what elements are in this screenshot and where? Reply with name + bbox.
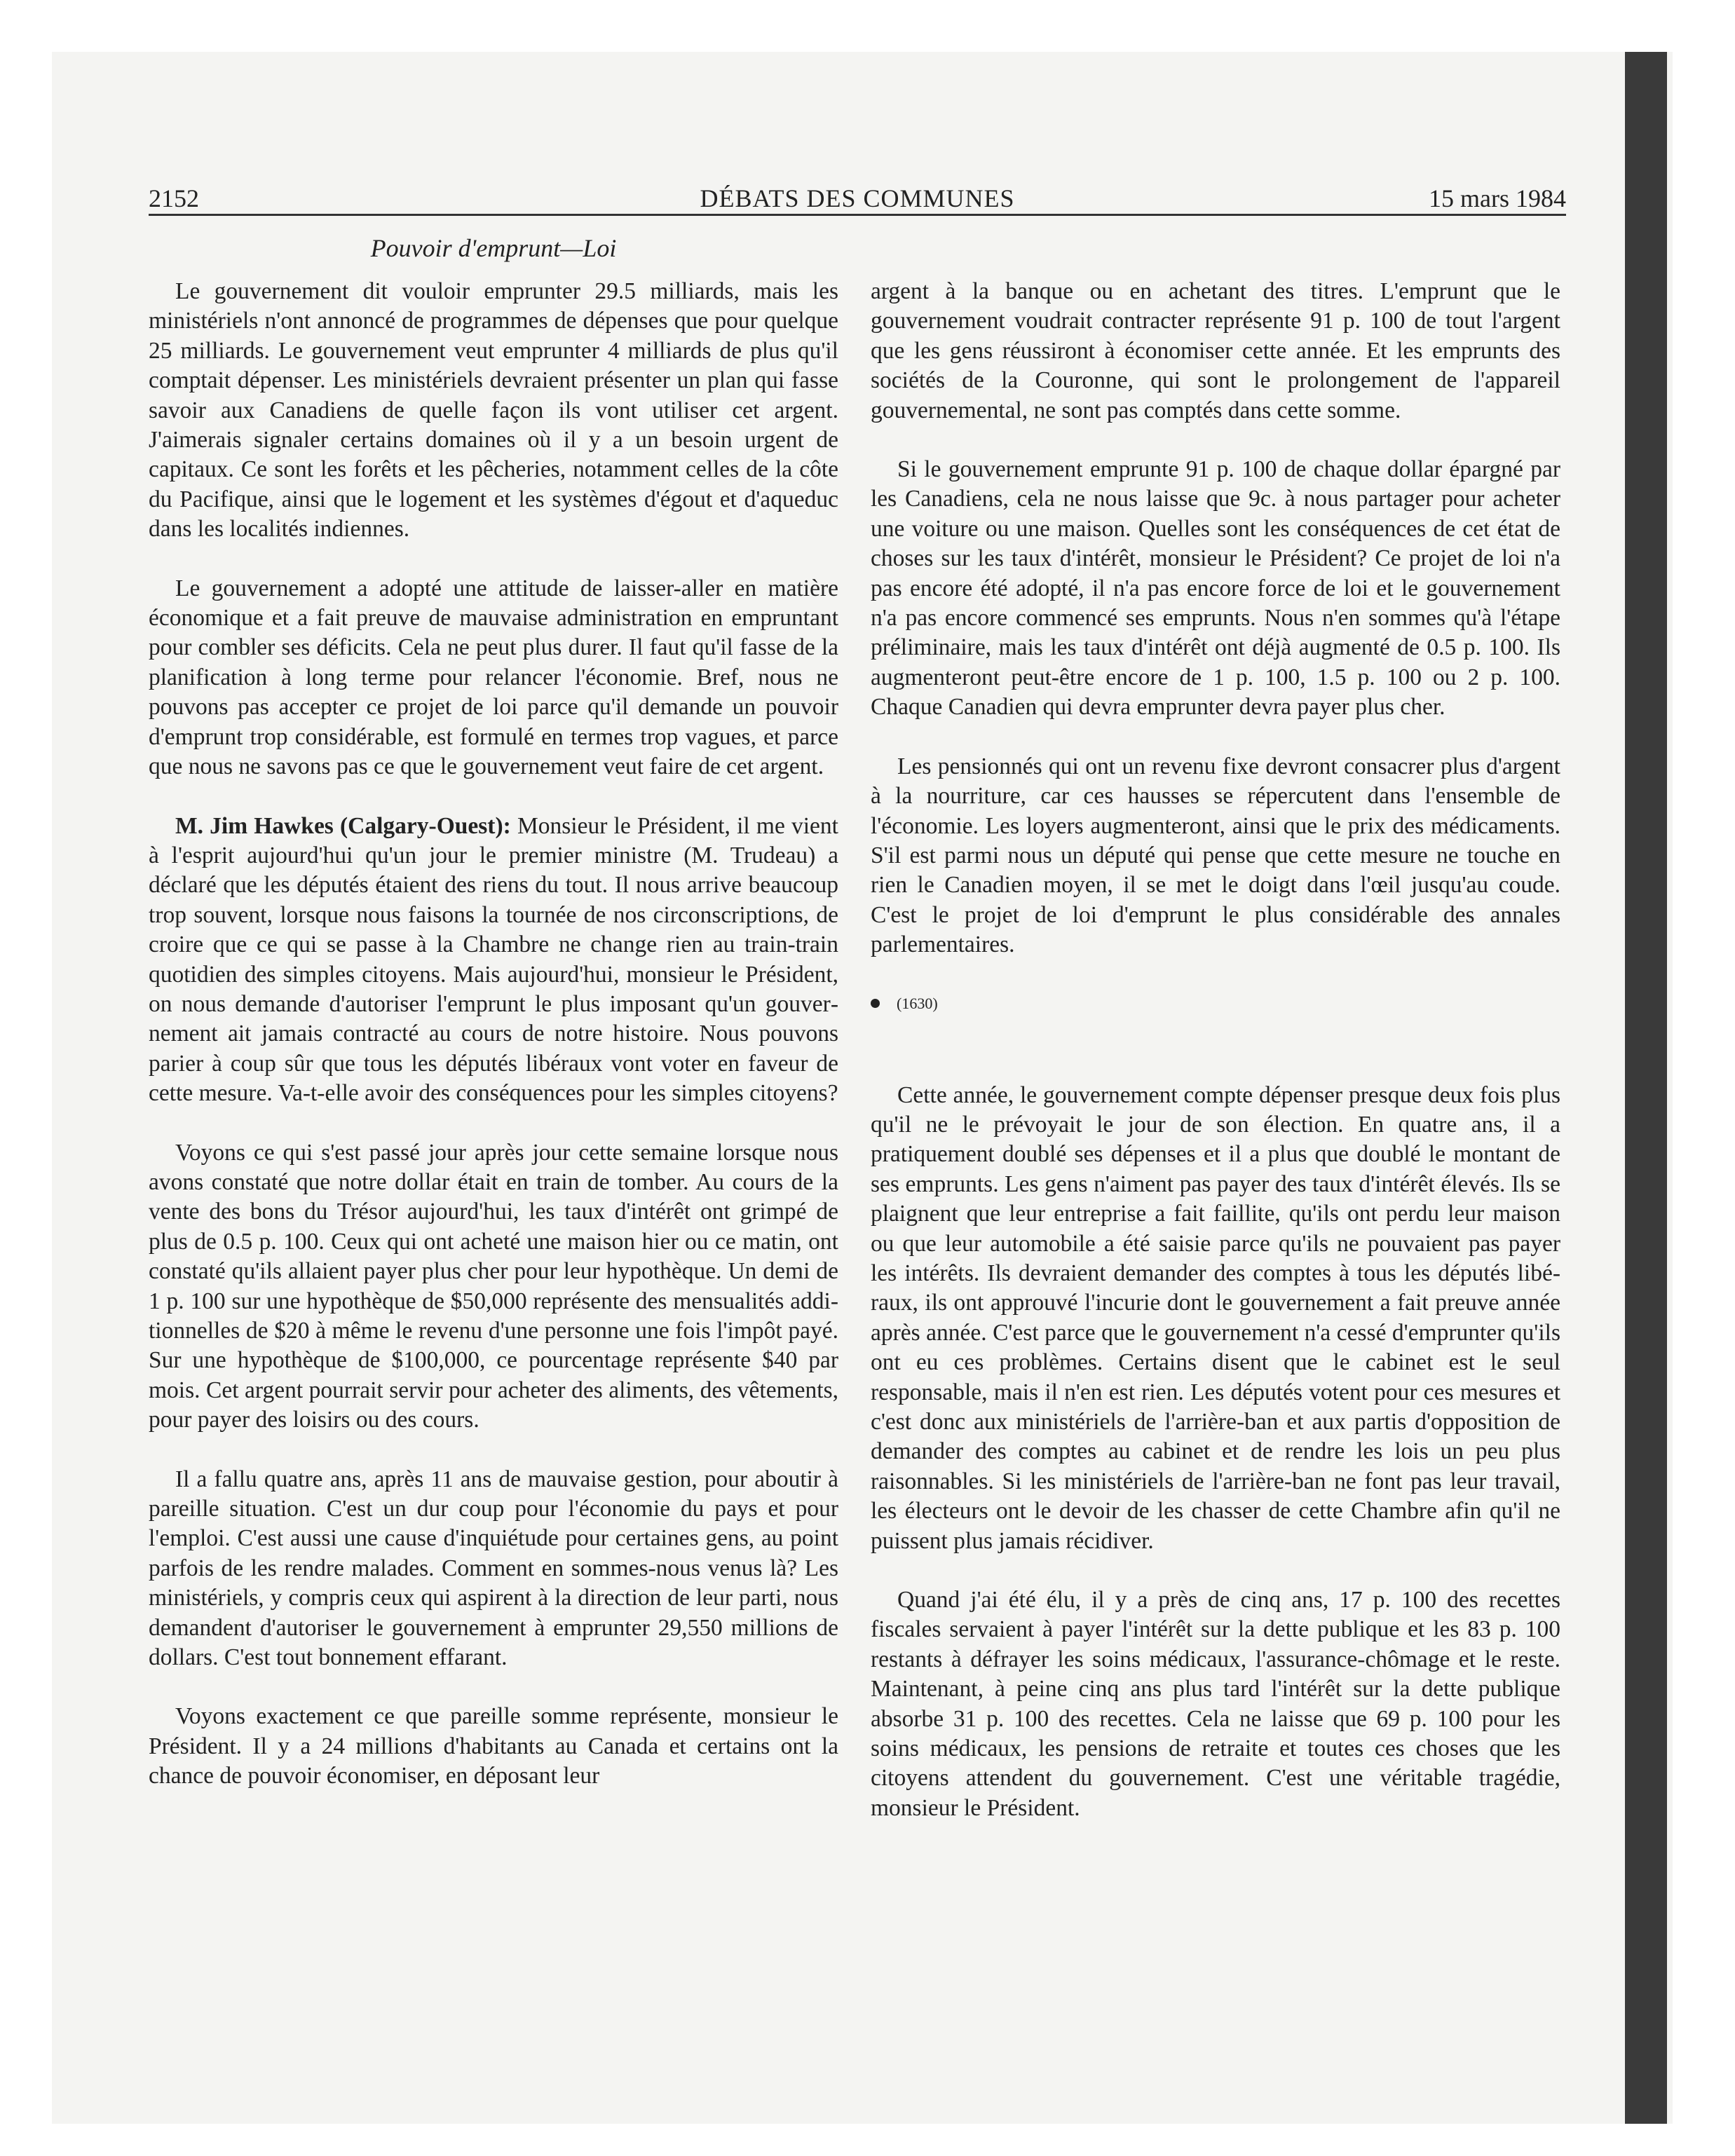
bullet-icon xyxy=(871,999,880,1008)
header-rule xyxy=(149,214,1566,216)
paragraph-continued: argent à la banque ou en achetant des titres. L'emprunt que le gouvernement voudrait contracter représente 91 p. 100 de tout l'argent que les gens réussiront à économiser cette année. Et les emprunts des sociétés de la Couronne, qui sont le prolongement de l'appareil gouvernemental, ne sont pas comptés dans cette somme. xyxy=(871,278,1560,423)
left-column xyxy=(149,277,838,1821)
time-marker xyxy=(871,990,1560,1018)
paragraph: Les pensionnés qui ont un revenu fixe devront consacrer plus d'argent à la nourriture, car ces hausses se répercutent dans l'ensemble de l'économie. Les loyers augmenteront, ainsi que le prix des médicaments. S'il est parmi nous un député qui pense que cette mesure ne touche en rien le Canadien moyen, il se met le doigt dans l'œil jusqu'au coude. C'est le projet de loi d'emprunt le plus considérable des annales parlementaires. xyxy=(871,753,1560,958)
speech-text: Monsieur le Président, il me vient à l'esprit aujourd'hui qu'un jour le premier ministre (M. Trudeau) a déclaré que les députés étaient des riens du tout. Il nous arrive beaucoup trop souvent, lorsque nous faisons la tournée de nos circonscriptions, de croire que ce qui se passe à la Chambre ne change rien au train-train quotidien des simples citoyens. Mais aujourd'hui, monsieur le Président, on nous demande d'autoriser l'emprunt le plus imposant qu'un gouvernement ait jamais contracté au cours de notre histoire. Nous pouvons parier à coup sûr que tous les députés libéraux vont voter en faveur de cette mesure. Va-t-elle avoir des conséquences pour les simples citoyens? xyxy=(149,812,838,1107)
time-marker-label: (1630) xyxy=(897,994,938,1012)
paragraph: Le gouvernement dit vouloir emprunter 29.5 milliards, mais les ministériels n'ont annoncé de programmes de dépenses que pour quelque 25 milliards. Le gouvernement veut emprunter 4 milliards de plus qu'il comptait dépenser. Les ministériels devraient présenter un plan qui fasse savoir aux Canadiens de quelle façon ils vont utiliser cet argent. J'aimerais signaler certains domaines où il y a un besoin urgent de capitaux. Ce sont les forêts et les pêcheries, notamment celles de la côte du Pacifique, ainsi que le logement et les systèmes d'égout et d'aqueduc dans les localités indiennes. xyxy=(149,278,838,543)
right-column xyxy=(871,277,1560,1853)
speech-paragraph xyxy=(149,812,838,1109)
page-header xyxy=(149,181,1566,216)
section-subtitle: Pouvoir d'emprunt—Loi xyxy=(370,234,617,262)
paragraph: Voyons ce qui s'est passé jour après jour cette semaine lorsque nous avons constaté que notre dollar était en train de tomber. Au cours de la vente des bons du Trésor aujourd'hui, les taux d'intérêt ont grimpé de plus de 0.5 p. 100. Ceux qui ont acheté une maison hier ou ce matin, ont constaté qu'ils allaient payer plus cher pour leur hypothèque. Un demi de 1 p. 100 sur une hypothèque de $50,000 représente des mensualités additionnelles de $20 à même le revenu d'une personne une fois l'impôt payé. Sur une hypothèque de $100,000, ce pourcentage représente $40 par mois. Cet argent pourrait servir pour acheter des aliments, des vêtements, pour payer des loisirs ou des cours. xyxy=(149,1139,838,1433)
paragraph: Il a fallu quatre ans, après 11 ans de mauvaise gestion, pour aboutir à pareille situation. C'est un dur coup pour l'économie du pays et pour l'emploi. C'est aussi une cause d'inquiétude pour certaines gens, au point parfois de les rendre malades. Comment en sommes-nous venus là? Les ministériels, y compris ceux qui aspirent à la direction de leur parti, nous demandent d'autoriser le gouvernement à emprunter 29,550 millions de dollars. C'est tout bonnement effarant. xyxy=(149,1466,838,1671)
publication-title: DÉBATS DES COMMUNES xyxy=(700,184,1015,212)
paragraph: Cette année, le gouvernement compte dépenser presque deux fois plus qu'il ne le prévoyait le jour de son élection. En quatre ans, il a pratiquement doublé ses dépenses et il a plus que doublé le montant de ses emprunts. Les gens n'aiment pas payer des taux d'intérêt élevés. Ils se plaignent que leur entreprise a fait faillite, qu'ils ont perdu leur maison ou que leur automobile a été saisie parce qu'ils ne pouvaient pas payer les intérêts. Ils devraient demander des comptes à tous les députés libéraux, ils ont approuvé l'incurie dont le gouvernement a fait preuve année après année. C'est parce que le gouvernement n'a cessé d'emprunter qu'ils ont eu ces problèmes. Certains disent que le cabinet est le seul responsable, mais il n'en est rien. Les députés votent pour ces mesures et c'est donc aux ministériels de l'arrière-ban et aux partis d'opposition de demander des comptes au cabinet et de rendre les lois un peu plus raisonnables. Si les ministériels de l'arrière-ban ne font pas leur travail, les électeurs ont le devoir de les chasser de cette Chambre afin qu'il ne puissent plus jamais récidiver. xyxy=(871,1082,1560,1554)
paragraph: Quand j'ai été élu, il y a près de cinq ans, 17 p. 100 des recettes fiscales servaient à payer l'intérêt sur la dette publique et les 83 p. 100 restants à défrayer les soins médicaux, l'assurance-chômage et le reste. Maintenant, à peine cinq ans plus tard l'intérêt sur la dette publique absorbe 31 p. 100 des recettes. Cela ne laisse que 69 p. 100 pour les soins médicaux, les pensions de retraite et toutes ces choses que les citoyens attendent du gouvernement. C'est une véritable tragédie, monsieur le Président. xyxy=(871,1587,1560,1821)
speaker-name: M. Jim Hawkes (Calgary-Ouest): xyxy=(175,812,511,839)
page-number: 2152 xyxy=(149,184,199,212)
paragraph: Voyons exactement ce que pareille somme représente, monsieur le Président. Il y a 24 millions d'habitants au Canada et certains ont la chance de pouvoir économiser, en déposant leur xyxy=(149,1703,838,1789)
publication-date: 15 mars 1984 xyxy=(1429,184,1566,212)
paragraph: Le gouvernement a adopté une attitude de laisser-aller en matière économique et a fait preuve de mauvaise administration en empruntant pour combler ses déficits. Cela ne peut plus durer. Il faut qu'il fasse de la planification à long terme pour relancer l'économie. Bref, nous ne pouvons pas accepter ce projet de loi parce qu'il demande un pouvoir d'emprunt trop considérable, est formulé en termes trop vagues, et parce que nous ne savons pas ce que le gouvernement veut faire de cet argent. xyxy=(149,575,838,780)
scan-edge-shadow xyxy=(1625,52,1667,2124)
paragraph: Si le gouvernement emprunte 91 p. 100 de chaque dollar épargné par les Canadiens, cela ne nous laisse que 9c. à nous partager pour acheter une voiture ou une maison. Quelles sont les conséquences de cet état de choses sur les taux d'intérêt, monsieur le Président? Ce projet de loi n'a pas encore été adopté, il n'a pas encore force de loi et le gouvernement n'a pas encore commencé ses emprunts. Nous n'en sommes qu'à l'étape préliminaire, mais les taux d'intérêt ont déjà augmenté de 0.5 p. 100. Ils augmenteront peut-être encore de 1 p. 100, 1.5 p. 100 ou 2 p. 100. Chaque Canadien qui devra emprunter devra payer plus cher. xyxy=(871,456,1560,721)
